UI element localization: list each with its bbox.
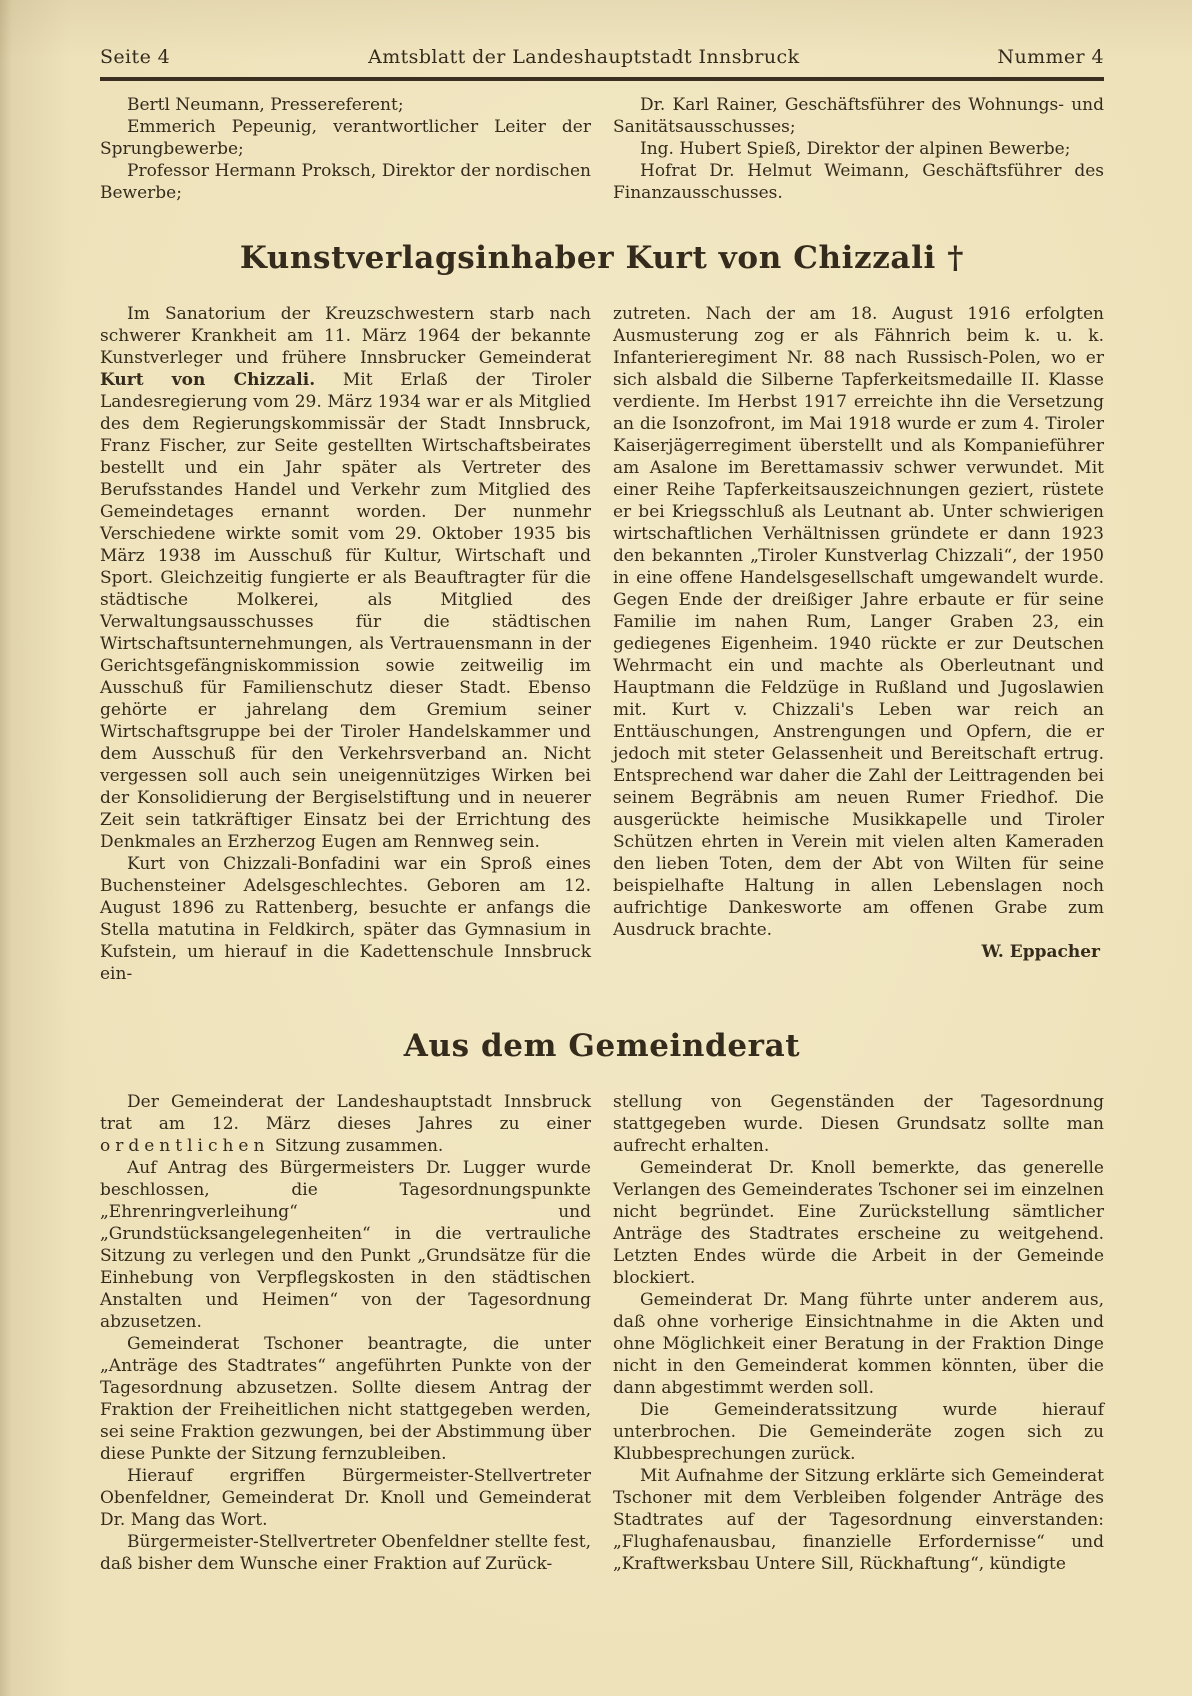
paragraph-text: Mit Erlaß der Tiroler Landesregierung vom 29. März 1934 war er als Mitglied des dem Regierungskommissär der Stadt Innsbruck, Franz Fischer, zur Seite gestellten Wirtschaftsbeirates bestellt und ein Jahr später als Vertreter des Berufsstandes Handel und Verkehr zum Mitglied des Gemeindetages ernannt worden. Der nunmehr Verschiedene wirkte somit vom 29. Oktober 1935 bis März 1938 im Ausschuß für Kultur, Wirtschaft und Sport. Gleichzeitig fungierte er als Beauftragter für die städtische Molkerei, als Mitglied des Verwaltungsausschusses für die städtischen Wirtschaftsunternehmungen, als Vertrauensmann in der Gerichtsgefängniskommission sowie zeitweilig im Ausschuß für Familienschutz dieser Stadt. Ebenso gehörte er jahrelang dem Gremium seiner Wirtschaftsgruppe bei der Tiroler Handelskammer und dem Ausschuß für den Verkehrsverband an. Nicht vergessen soll auch sein uneigennütziges Wirken bei der Konsolidierung der Bergiselstiftung und in neuerer Zeit sein tatkräftiger Einsatz bei der Errichtung des Denkmales an Erzherzog Eugen am Rennweg sein. <box>100 369 591 852</box>
paragraph: stellung von Gegenständen der Tagesordnung stattgegeben wurde. Diesen Grundsatz sollte man aufrecht erhalten. <box>613 1091 1104 1156</box>
article2-title: Aus dem Gemeinderat <box>403 1027 801 1064</box>
header-rule <box>100 77 1104 81</box>
paragraph: zutreten. Nach der am 18. August 1916 erfolgten Ausmusterung zog er als Fähnrich beim k. u. k. Infanterieregiment Nr. 88 nach Russisch-Polen, wo er sich alsbald die Silberne Tapferkeitsmedaille II. Klasse verdiente. Im Herbst 1917 erreichte ihn die Versetzung an die Isonzofront, im Mai 1918 wurde er zum 4. Tiroler Kaiserjägerregiment überstellt und als Kompanieführer am Asalone im Berettamassiv schwer verwundet. Mit einer Reihe Tapferkeitsauszeichnungen geziert, rüstete er bei Kriegsschluß als Leutnant ab. Unter schwierigen wirtschaftlichen Verhältnissen gründete er dann 1923 den bekannten „Tiroler Kunstverlag Chizzali“, der 1950 in eine offene Handelsgesellschaft umgewandelt wurde. Gegen Ende der dreißiger Jahre erbaute er für seine Familie im nahen Rum, Langer Graben 23, ein gediegenes Eigenheim. 1940 rückte er zur Deutschen Wehrmacht ein und machte als Oberleutnant und Hauptmann die Feldzüge in Rußland und Jugoslawien mit. Kurt v. Chizzali's Leben war reich an Enttäuschungen, Anstrengungen und Opfern, die er jedoch mit steter Gelassenheit und Bereitschaft ertrug. Entsprechend war daher die Zahl der Leittragenden bei seinem Begräbnis am neuen Rumer Friedhof. Die ausgerückte heimische Musikkapelle und Tiroler Schützen ehrten in Verein mit vielen alten Kameraden den lieben Toten, dem der Abt von Wilten für seine beispielhafte Haltung in allen Lebenslagen noch aufrichtige Dankesworte am offenen Grabe zum Ausdruck brachte. <box>613 303 1104 940</box>
page-header <box>100 46 1104 68</box>
official-entry: Hofrat Dr. Helmut Weimann, Geschäftsführer des Finanzausschusses. <box>613 161 1104 203</box>
officials-section <box>100 94 1104 204</box>
official-entry: Bertl Neumann, Pressereferent; <box>127 95 404 115</box>
paragraph: Gemeinderat Dr. Mang führte unter anderem aus, daß ohne vorherige Einsichtnahme in die Akten und ohne Möglichkeit einer Beratung in der Fraktion Dinge nicht in den Gemeinderat kommen könnten, über die dann abgestimmt werden soll. <box>613 1289 1104 1398</box>
official-entry: Professor Hermann Proksch, Direktor der nordischen Bewerbe; <box>100 161 591 203</box>
paragraph: Mit Aufnahme der Sitzung erklärte sich Gemeinderat Tschoner mit dem Verbleiben folgender Anträge des Stadtrates auf der Tagesordnung einverstanden: „Flughafenausbau, finanzielle Erfordernisse“ und „Kraftwerksbau Untere Sill, Rückhaftung“, kündigte <box>613 1465 1104 1574</box>
masthead-title: Amtsblatt der Landeshauptstadt Innsbruck <box>368 46 800 68</box>
article1-title: Kunstverlagsinhaber Kurt von Chizzali † <box>239 240 965 276</box>
article1-body <box>100 303 1104 985</box>
paragraph: Hierauf ergriffen Bürgermeister-Stellvertreter Obenfeldner, Gemeinderat Dr. Knoll und Gemeinderat Dr. Mang das Wort. <box>100 1465 591 1530</box>
person-name-bold: Kurt von Chizzali. <box>100 369 316 390</box>
official-entry: Ing. Hubert Spieß, Direktor der alpinen Bewerbe; <box>640 139 1071 159</box>
officials-left-column <box>100 94 591 204</box>
paragraph: Kurt von Chizzali-Bonfadini war ein Sproß eines Buchensteiner Adelsgeschlechtes. Geboren am 12. August 1896 zu Rattenberg, besuchte er anfangs die Stella matutina in Feldkirch, später das Gymnasium in Kufstein, um hierauf in die Kadettenschule Innsbruck ein- <box>100 853 591 984</box>
paragraph-text: Sitzung zusammen. <box>269 1135 444 1156</box>
article2-right-column <box>613 1091 1104 1575</box>
paragraph-text: Im Sanatorium der Kreuzschwestern starb nach schwerer Krankheit am 11. März 1964 der bekannte Kunstverleger und frühere Innsbrucker Gemeinderat <box>100 303 591 368</box>
official-entry: Emmerich Pepeunig, verantwortlicher Leiter der Sprungbewerbe; <box>100 117 591 159</box>
author-signature: W. Eppacher <box>981 941 1100 962</box>
page-number: Seite 4 <box>100 46 171 68</box>
paragraph: Die Gemeinderatssitzung wurde hierauf unterbrochen. Die Gemeinderäte zogen sich zu Klubbesprechungen zurück. <box>613 1399 1104 1464</box>
paragraph: Gemeinderat Dr. Knoll bemerkte, das generelle Verlangen des Gemeinderates Tschoner sei im einzelnen nicht begründet. Eine Zurückstellung sämtlicher Anträge des Stadtrates erscheine zu weitgehend. Letzten Endes würde die Arbeit in der Gemeinde blockiert. <box>613 1157 1104 1288</box>
issue-number: Nummer 4 <box>997 46 1104 68</box>
officials-right-column <box>613 94 1104 204</box>
paragraph: Bürgermeister-Stellvertreter Obenfeldner stellte fest, daß bisher dem Wunsche einer Fraktion auf Zurück- <box>100 1531 591 1574</box>
paragraph <box>100 303 591 853</box>
article1-left-column <box>100 303 591 985</box>
article1-right-column <box>613 303 1104 985</box>
paragraph <box>100 1091 591 1157</box>
paragraph: Auf Antrag des Bürgermeisters Dr. Lugger wurde beschlossen, die Tagesordnungspunkte „Ehrenringverleihung“ und „Grundstücksangelegenheiten“ in die vertrauliche Sitzung zu verlegen und den Punkt „Grundsätze für die Einhebung von Verpflegskosten in den städtischen Anstalten und Heimen“ von der Tagesordnung abzusetzen. <box>100 1157 591 1332</box>
paragraph-text: Der Gemeinderat der Landeshauptstadt Innsbruck trat am 12. März dieses Jahres zu einer <box>100 1091 591 1134</box>
article2-left-column <box>100 1091 591 1575</box>
paragraph: Gemeinderat Tschoner beantragte, die unter „Anträge des Stadtrates“ angeführten Punkte von der Tagesordnung abzusetzen. Sollte diesem Antrag der Fraktion der Freiheitlichen nicht stattgegeben werden, sei seine Fraktion gezwungen, bei der Abstimmung über diese Punkte der Sitzung fernzubleiben. <box>100 1333 591 1464</box>
official-entry: Dr. Karl Rainer, Geschäftsführer des Wohnungs- und Sanitätsausschusses; <box>613 95 1104 137</box>
article2-body <box>100 1091 1104 1575</box>
letter-spaced-emphasis: ordentlichen <box>100 1135 270 1156</box>
